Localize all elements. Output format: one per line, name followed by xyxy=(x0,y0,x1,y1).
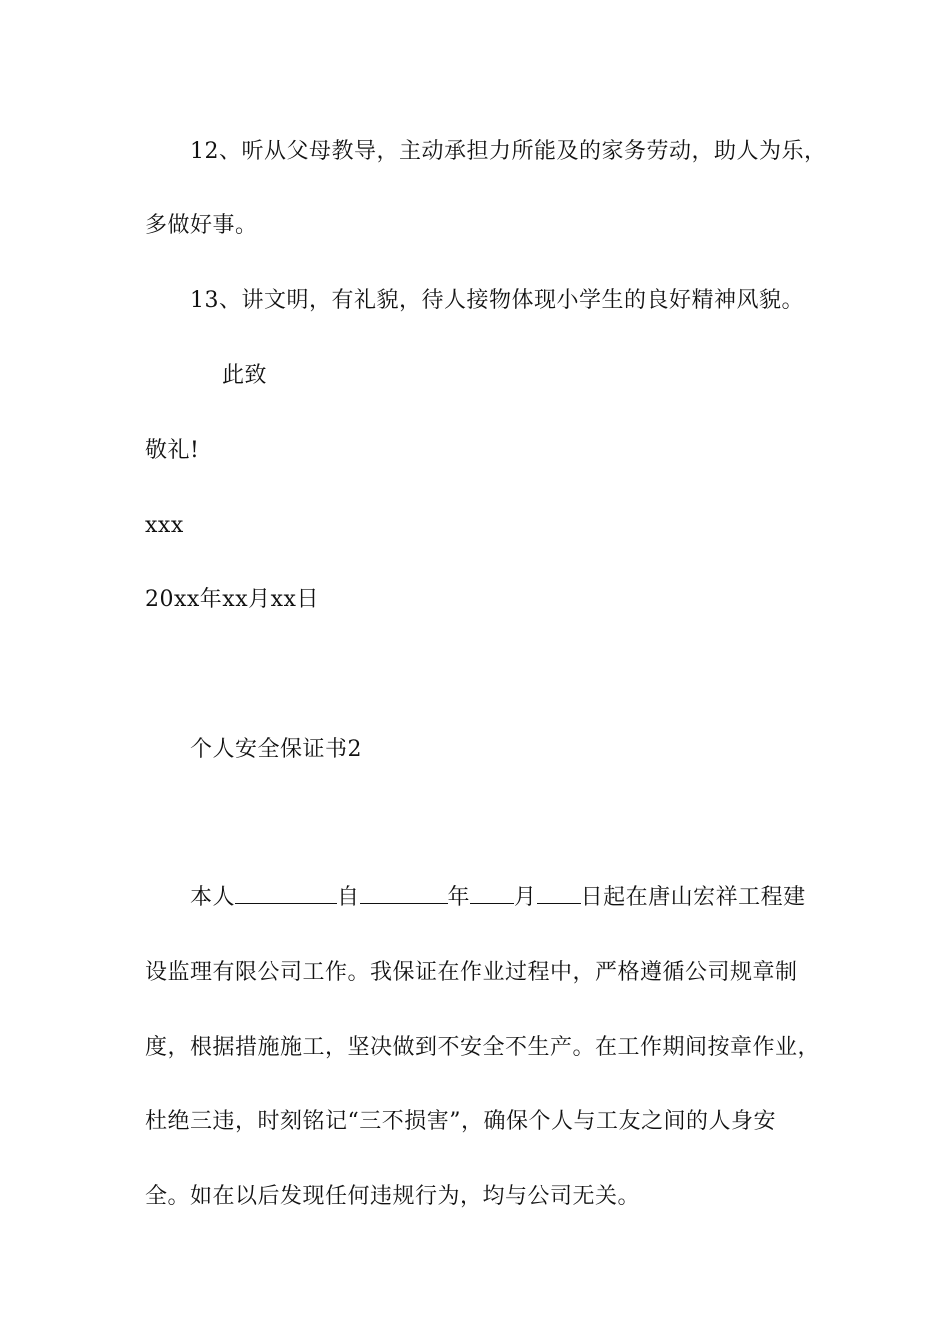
pledge-text-ben-ren: 本人 xyxy=(190,885,236,910)
item-12-line-2: 多做好事。 xyxy=(145,213,258,238)
pledge-text-yue: 月 xyxy=(514,885,537,910)
item-12-line-1: 12、听从父母教导，主动承担力所能及的家务劳动，助人为乐， xyxy=(190,139,827,164)
year-blank xyxy=(360,883,448,904)
date: 20xx年xx月xx日 xyxy=(145,587,319,612)
pledge-text-zi: 自 xyxy=(337,885,360,910)
name-blank xyxy=(235,883,337,904)
section-title: 个人安全保证书2 xyxy=(190,737,362,762)
pledge-line-3: 度，根据措施施工，坚决做到不安全不生产。在工作期间按章作业， xyxy=(145,1035,821,1060)
day-blank xyxy=(537,883,581,904)
pledge-line-2: 设监理有限公司工作。我保证在作业过程中，严格遵循公司规章制 xyxy=(145,960,798,985)
pledge-line-5: 全。如在以后发现任何违规行为，均与公司无关。 xyxy=(145,1184,641,1209)
closing-prefix: 此致 xyxy=(222,363,268,388)
signature: xxx xyxy=(145,513,184,538)
month-blank xyxy=(470,883,514,904)
pledge-text-nian: 年 xyxy=(447,885,471,910)
closing-salute: 敬礼! xyxy=(145,438,200,463)
item-13: 13、讲文明，有礼貌，待人接物体现小学生的良好精神风貌。 xyxy=(190,288,804,313)
pledge-line-1 xyxy=(190,883,806,913)
pledge-line-4: 杜绝三违，时刻铭记“三不损害”，确保个人与工友之间的人身安 xyxy=(145,1109,776,1134)
pledge-text-ri-rest: 日起在唐山宏祥工程建 xyxy=(580,885,806,910)
